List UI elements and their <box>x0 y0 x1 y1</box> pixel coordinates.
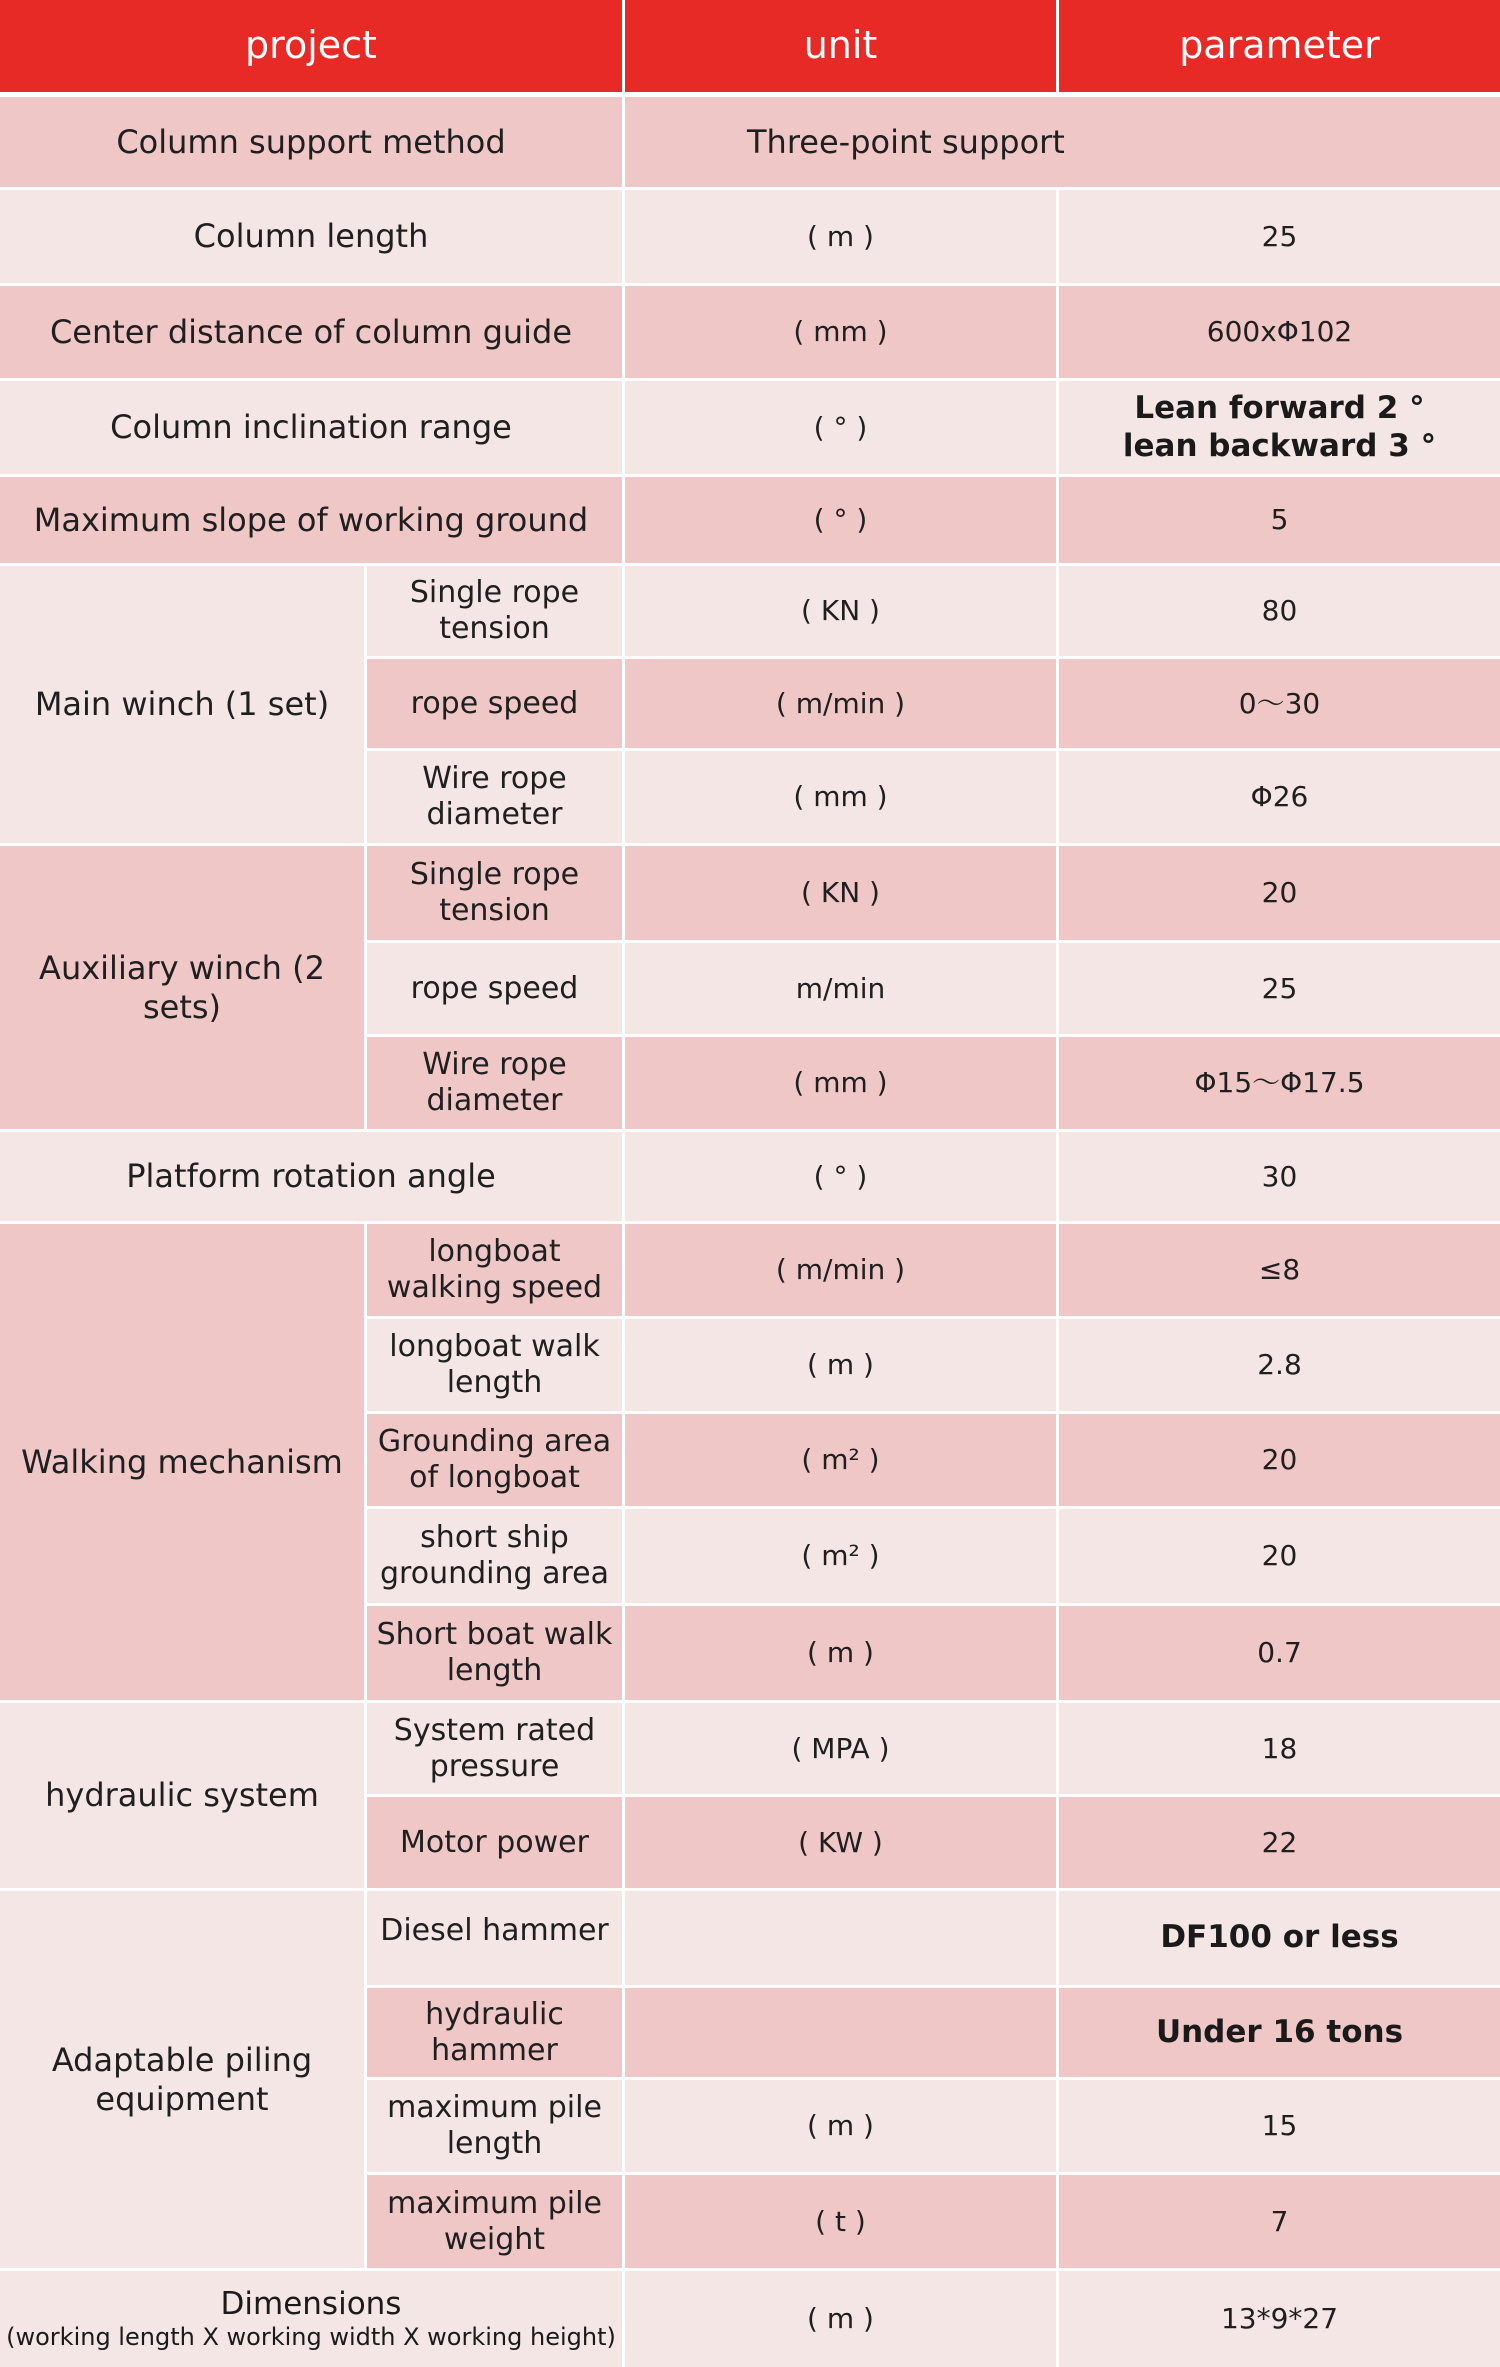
row-value-text: DF100 or less <box>1160 1919 1399 1956</box>
hydraulic-motor-label <box>367 1797 622 1888</box>
row-value-text: Under 16 tons <box>1155 2013 1404 2050</box>
row-max-slope-label <box>0 477 622 563</box>
piling-hydraulic-hammer-label <box>367 1988 622 2077</box>
row-unit-text: ( m ) <box>807 2109 874 2143</box>
walking-longboat-length-value <box>1059 1319 1500 1411</box>
main-winch-tension-unit <box>625 566 1056 656</box>
row-unit-text: ( t ) <box>815 2204 866 2238</box>
hydraulic-motor-unit <box>625 1797 1056 1888</box>
header-parameter <box>1059 0 1500 92</box>
piling-hydraulic-hammer-unit <box>625 1988 1056 2077</box>
row-unit-text: ( ° ) <box>813 1159 868 1193</box>
group-label-text: Main winch (1 set) <box>34 685 330 724</box>
row-unit-text: ( KN ) <box>801 876 880 910</box>
piling-max-weight-unit <box>625 2175 1056 2268</box>
row-value-text: 22 <box>1261 1825 1298 1859</box>
row-max-slope-value <box>1059 477 1500 563</box>
row-support-method-label <box>0 97 622 187</box>
sub-label-text: Single rope tension <box>409 857 580 928</box>
main-winch-speed-label <box>367 659 622 748</box>
group-label-text: hydraulic system <box>45 1776 319 1815</box>
aux-winch-diameter-label <box>367 1037 622 1129</box>
row-value-text: 0.7 <box>1257 1636 1302 1670</box>
row-label-text: Column inclination range <box>110 408 512 447</box>
aux-winch-speed-value <box>1059 943 1500 1034</box>
row-value-text: 2.8 <box>1257 1348 1302 1382</box>
group-label-text: Walking mechanism <box>21 1442 343 1481</box>
aux-winch-tension-value <box>1059 846 1500 940</box>
row-inclination-unit <box>625 381 1056 474</box>
walking-longboat-speed-unit <box>625 1224 1056 1316</box>
walking-longboat-area-value <box>1059 1414 1500 1506</box>
row-value-text: 13*9*27 <box>1220 2302 1339 2336</box>
row-unit-text: ( m ) <box>807 219 874 253</box>
walking-short-length-unit <box>625 1606 1056 1700</box>
group-walking-label <box>0 1224 364 1700</box>
row-unit-text: ( m/min ) <box>775 686 906 720</box>
row-label-text: Maximum slope of working ground <box>33 500 589 539</box>
row-platform-rotation-unit <box>625 1132 1056 1221</box>
row-value-text: 20 <box>1261 876 1298 910</box>
row-unit-text: ( KN ) <box>801 594 880 628</box>
row-unit-text: ( ° ) <box>813 503 868 537</box>
aux-winch-speed-label <box>367 943 622 1034</box>
row-unit-text: ( m ) <box>807 1348 874 1382</box>
piling-hydraulic-hammer-value <box>1059 1988 1500 2077</box>
row-max-slope-unit <box>625 477 1056 563</box>
row-value-text: ≤8 <box>1258 1253 1301 1287</box>
piling-diesel-label <box>367 1891 622 1985</box>
sub-label-text: Wire rope diameter <box>422 1047 567 1118</box>
piling-max-length-value <box>1059 2080 1500 2172</box>
row-inclination-value <box>1059 381 1500 474</box>
row-value-text: 25 <box>1261 219 1298 253</box>
walking-short-area-unit <box>625 1509 1056 1603</box>
row-dimensions-label <box>0 2271 622 2367</box>
main-winch-speed-value <box>1059 659 1500 748</box>
group-label-text: Adaptable piling equipment <box>51 2041 313 2118</box>
sub-label-text: Diesel hammer <box>380 1913 609 1948</box>
row-column-length-unit <box>625 190 1056 283</box>
row-center-distance-unit <box>625 286 1056 378</box>
walking-longboat-length-label <box>367 1319 622 1411</box>
main-winch-diameter-value <box>1059 751 1500 843</box>
row-column-length-label <box>0 190 622 283</box>
piling-diesel-value <box>1059 1891 1500 1985</box>
row-support-method-value <box>625 97 1500 187</box>
sub-label-text: Wire rope diameter <box>422 761 567 832</box>
row-value-text: 80 <box>1261 594 1298 628</box>
row-value-text: 25 <box>1261 971 1298 1005</box>
group-label-text: Auxiliary winch (2 sets) <box>39 949 325 1026</box>
sub-label-text: Motor power <box>400 1824 589 1860</box>
row-value-text: 15 <box>1261 2109 1298 2143</box>
sub-label-text: rope speed <box>410 685 579 721</box>
hydraulic-pressure-unit <box>625 1703 1056 1794</box>
walking-short-area-label <box>367 1509 622 1603</box>
group-aux-winch-label <box>0 846 364 1129</box>
row-value-text: 0～30 <box>1238 686 1321 720</box>
row-inclination-label <box>0 381 622 474</box>
row-unit-text: ( ° ) <box>813 410 868 444</box>
sub-label-text: short ship grounding area <box>380 1520 609 1591</box>
row-label-text: Center distance of column guide <box>49 312 573 351</box>
row-value-line1: Lean forward 2 ° <box>1134 390 1425 427</box>
row-dimensions-value <box>1059 2271 1500 2367</box>
row-label-note: (working length X working width X working height) <box>6 2323 616 2352</box>
hydraulic-pressure-value <box>1059 1703 1500 1794</box>
row-unit-text: ( KW ) <box>798 1825 883 1859</box>
sub-label-text: maximum pile length <box>387 2090 602 2161</box>
aux-winch-tension-unit <box>625 846 1056 940</box>
walking-longboat-length-unit <box>625 1319 1056 1411</box>
row-unit-text: ( m² ) <box>801 1443 880 1477</box>
aux-winch-diameter-value <box>1059 1037 1500 1129</box>
row-value-text: 30 <box>1261 1159 1298 1193</box>
row-platform-rotation-value <box>1059 1132 1500 1221</box>
hydraulic-motor-value <box>1059 1797 1500 1888</box>
aux-winch-tension-label <box>367 846 622 940</box>
sub-label-text: Short boat walk length <box>376 1617 613 1688</box>
piling-max-weight-value <box>1059 2175 1500 2268</box>
header-project <box>0 0 622 92</box>
aux-winch-diameter-unit <box>625 1037 1056 1129</box>
row-center-distance-value <box>1059 286 1500 378</box>
hydraulic-pressure-label <box>367 1703 622 1794</box>
row-value-line2: lean backward 3 ° <box>1122 427 1437 464</box>
sub-label-text: System rated pressure <box>393 1712 596 1784</box>
walking-longboat-area-unit <box>625 1414 1056 1506</box>
row-label-text: Column support method <box>116 122 506 161</box>
row-label-text: Dimensions <box>220 2286 402 2322</box>
row-unit-text: ( m ) <box>807 2302 874 2336</box>
row-unit-text: m/min <box>795 971 886 1005</box>
row-platform-rotation-label <box>0 1132 622 1221</box>
header-project-text: project <box>245 23 377 68</box>
piling-diesel-unit <box>625 1891 1056 1985</box>
row-value-text: 20 <box>1261 1539 1298 1573</box>
row-unit-text: ( m/min ) <box>775 1253 906 1287</box>
sub-label-text: longboat walking speed <box>386 1234 603 1305</box>
row-value-text: 5 <box>1270 503 1289 537</box>
row-center-distance-label <box>0 286 622 378</box>
row-label-text: Platform rotation angle <box>126 1157 496 1196</box>
group-piling-label <box>0 1891 364 2268</box>
row-unit-text: ( m ) <box>807 1636 874 1670</box>
row-value-text: Φ15～Φ17.5 <box>1194 1066 1365 1100</box>
aux-winch-speed-unit <box>625 943 1056 1034</box>
main-winch-tension-label <box>367 566 622 656</box>
group-main-winch-label <box>0 566 364 843</box>
header-unit-text: unit <box>803 23 878 68</box>
header-unit <box>625 0 1056 92</box>
main-winch-diameter-label <box>367 751 622 843</box>
sub-label-text: Single rope tension <box>409 575 580 646</box>
header-parameter-text: parameter <box>1179 23 1380 68</box>
row-value-text: 18 <box>1261 1731 1298 1765</box>
row-value-text: 7 <box>1270 2204 1289 2238</box>
row-unit-text: ( mm ) <box>793 315 888 349</box>
main-winch-tension-value <box>1059 566 1500 656</box>
row-column-length-value <box>1059 190 1500 283</box>
piling-max-weight-label <box>367 2175 622 2268</box>
walking-short-area-value <box>1059 1509 1500 1603</box>
walking-longboat-speed-label <box>367 1224 622 1316</box>
sub-label-text: rope speed <box>410 970 579 1006</box>
row-label-text: Column length <box>193 217 429 256</box>
row-unit-text: ( MPA ) <box>791 1731 890 1765</box>
walking-short-length-label <box>367 1606 622 1700</box>
row-value-text: 20 <box>1261 1443 1298 1477</box>
sub-label-text: maximum pile weight <box>387 2185 602 2257</box>
row-value-text: 600xΦ102 <box>1206 315 1353 349</box>
row-unit-text: ( mm ) <box>793 1066 888 1100</box>
main-winch-diameter-unit <box>625 751 1056 843</box>
walking-short-length-value <box>1059 1606 1500 1700</box>
sub-label-text: longboat walk length <box>389 1329 600 1400</box>
sub-label-text: Grounding area of longboat <box>377 1424 612 1495</box>
group-hydraulic-label <box>0 1703 364 1888</box>
row-value-text: Φ26 <box>1250 780 1309 814</box>
piling-max-length-label <box>367 2080 622 2172</box>
walking-longboat-speed-value <box>1059 1224 1500 1316</box>
row-unit-text: ( m² ) <box>801 1539 880 1573</box>
walking-longboat-area-label <box>367 1414 622 1506</box>
main-winch-speed-unit <box>625 659 1056 748</box>
row-unit-text: ( mm ) <box>793 780 888 814</box>
piling-max-length-unit <box>625 2080 1056 2172</box>
row-value-text: Three-point support <box>747 122 1065 161</box>
row-dimensions-unit <box>625 2271 1056 2367</box>
sub-label-text: hydraulic hammer <box>425 1996 564 2068</box>
